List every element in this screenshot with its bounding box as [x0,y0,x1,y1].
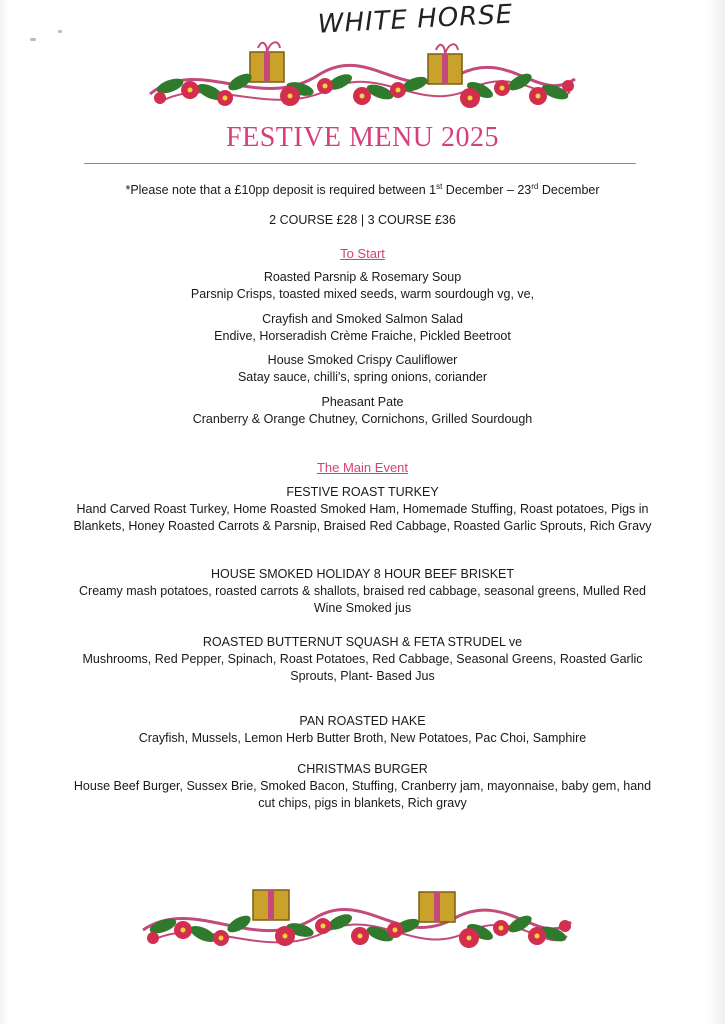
gift-box-left [250,42,284,82]
main-4-desc: Crayfish, Mussels, Lemon Herb Butter Broth, New Potatoes, Pac Choi, Samphire [138,731,587,745]
deposit-note-sup-2: rd [531,181,539,191]
deposit-note-text-3: December [538,183,600,197]
deposit-note [40,182,685,199]
handwritten-note: WHITE HORSE [317,0,514,40]
main-2-desc: Creamy mash potatoes, roasted carrots & shallots, braised red cabbage, seasonal greens, Mulled Red Wine Smoked jus [79,584,646,615]
main-1-desc: Hand Carved Roast Turkey, Home Roasted Smoked Ham, Homemade Stuffing, Roast potatoes, Pigs in Blankets, Honey Roasted Carrots & Parsnip, Braised Red Cabbage, Roasted Garlic Sprouts, Rich Gravy [73,502,652,533]
main-4-name: PAN ROASTED HAKE [299,714,426,728]
starter-1-desc: Parsnip Crisps, toasted mixed seeds, warm sourdough vg, ve, [190,287,535,301]
starter-4-desc: Cranberry & Orange Chutney, Cornichons, Grilled Sourdough [192,412,533,426]
gift-box-right [428,44,462,84]
deposit-note-sup-1: st [436,181,443,191]
main-5-desc: House Beef Burger, Sussex Brie, Smoked Bacon, Stuffing, Cranberry jam, mayonnaise, baby gem, hand cut chips, pigs in blankets, Rich gravy [73,779,652,810]
main-3-name: ROASTED BUTTERNUT SQUASH & FETA STRUDEL ve [202,635,523,649]
starter-3-desc: Satay sauce, chilli's, spring onions, coriander [237,370,488,384]
menu-title: FESTIVE MENU 2025 [226,122,499,153]
starter-1-name: Roasted Parsnip & Rosemary Soup [263,270,462,284]
starter-2-name: Crayfish and Smoked Salmon Salad [262,312,463,326]
poinsettia-garland-top-icon [140,34,580,112]
poinsettia-garland-bottom-icon [135,880,575,960]
scan-smudge [58,30,62,33]
starter-2-desc: Endive, Horseradish Crème Fraiche, Pickled Beetroot [214,329,511,343]
main-3-desc: Mushrooms, Red Pepper, Spinach, Roast Potatoes, Red Cabbage, Seasonal Greens, Roasted Garlic Sprouts, Plant- Based Jus [82,652,643,683]
main-2-name: HOUSE SMOKED HOLIDAY 8 HOUR BEEF BRISKET [210,567,515,581]
starter-3-name: House Smoked Crispy Cauliflower [267,353,458,367]
mains-heading: The Main Event [316,460,409,475]
starter-4-name: Pheasant Pate [321,395,404,409]
main-5-name: CHRISTMAS BURGER [297,762,428,776]
title-divider [84,163,636,164]
main-1-name: FESTIVE ROAST TURKEY [286,485,439,499]
pricing-line: 2 COURSE £28 | 3 COURSE £36 [269,213,456,227]
deposit-note-text-1: *Please note that a £10pp deposit is required between 1 [125,183,437,197]
starters-heading: To Start [340,246,385,261]
deposit-note-text-2: December – 23 [442,183,532,197]
scan-smudge [30,38,36,41]
